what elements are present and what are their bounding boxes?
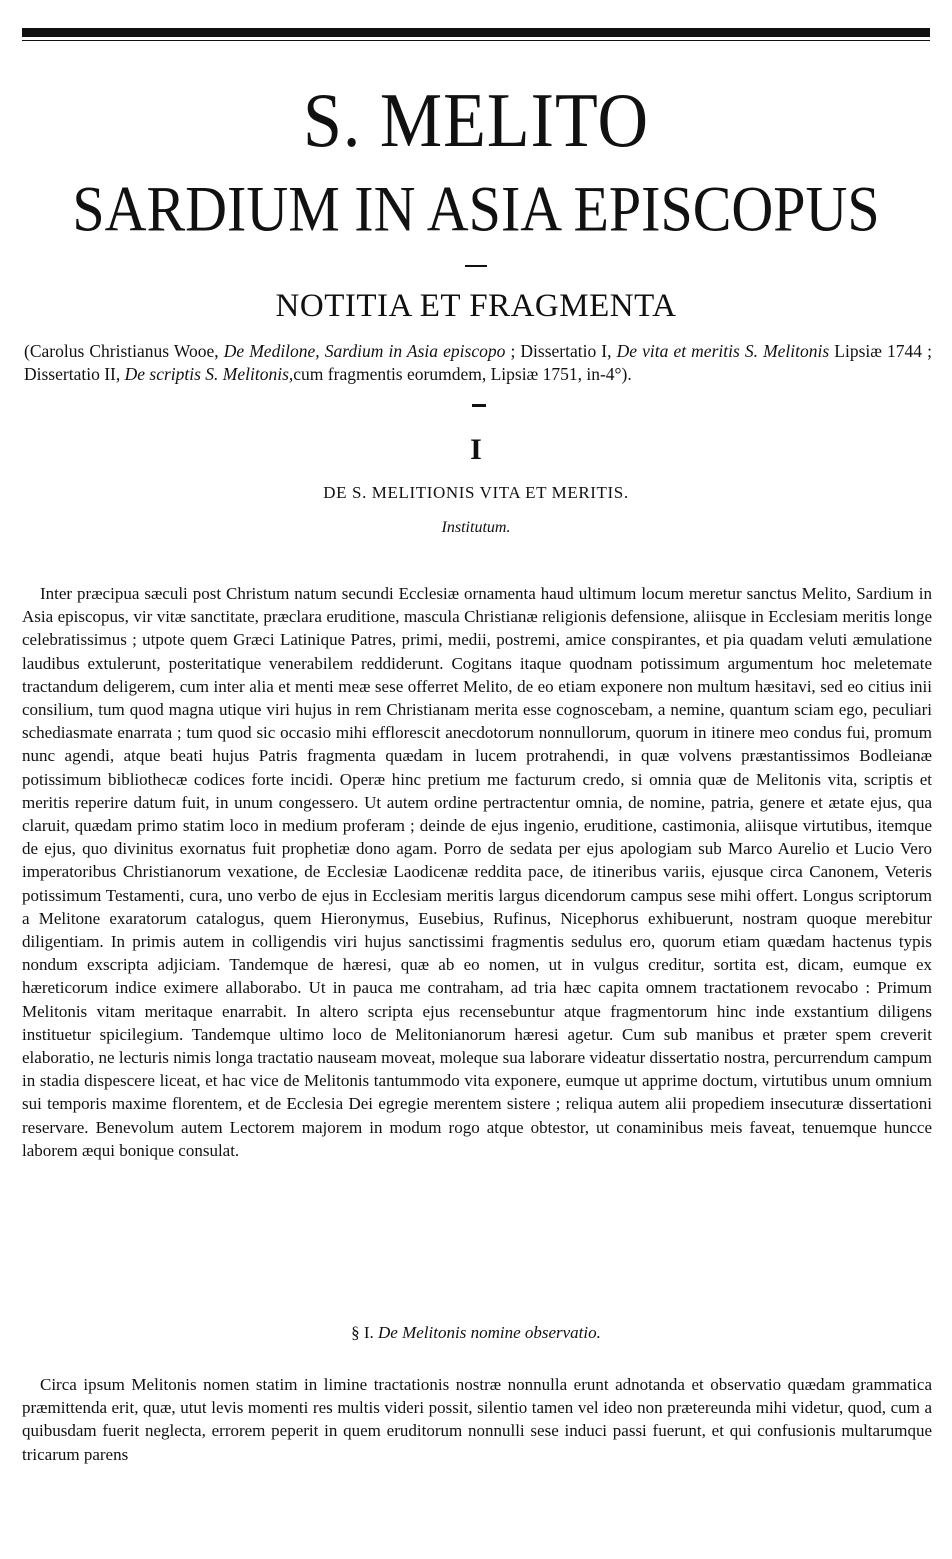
title-divider — [465, 265, 487, 267]
source-text-1: (Carolus Christianus Wooe, — [24, 341, 224, 361]
source-work-1: De Medilone, Sardium in Asia episcopo — [223, 341, 506, 361]
source-work-3: De scriptis S. Melitonis, — [124, 364, 294, 384]
chapter-numeral: I — [470, 433, 482, 466]
source-text-2: ; Dissertatio I, — [505, 341, 617, 361]
section-title: NOTITIA ET FRAGMENTA — [275, 288, 677, 324]
source-work-2: De vita et meritis S. Melitonis — [616, 341, 830, 361]
paragraph-number: § I. — [351, 1323, 379, 1342]
paragraph-title: De Melitonis nomine observatio. — [378, 1323, 601, 1342]
top-thin-rule — [22, 40, 930, 41]
body-paragraph: Inter præcipua sæculi post Christum natum secundi Ecclesiæ ornamenta haud ultimum locum meretur sanctus Melito, Sardium in Asia episcopus, vir vitæ sanctitate, præclara eruditione, mascula Christianæ religionis defensione, aliisque in Ecclesiam meritis longe celebratissimus ; utpote quem Græci Latinique Patres, primi, medii, postremi, amice conspirantes, et pia quadam veluti æmulatione laudibus extulerunt, posteritatique venerabilem reddiderunt. Cogitans itaque quodnam potissimum argumentum hoc meletemate tractandum deligerem, cum inter alia et menti meæ sese offerret Melito, de eo etiam exponere non multum hæsitavi, sed eo citius inii consilium, tum quod magna utique viri hujus in rem Christianam merita esse cognoscebam, a nemine, quantum sciam ego, peculiari schediasmate enarrata ; tum quod sic occasio mihi efflorescit anecdotorum nonnullorum, quorum in itinere meo condus fui, promum nunc agendi, atque beati hujus Patris fragmenta quædam in lucem protrahendi, in quæ volvens præstantissimos Bodleianæ potissimum bibliothecæ codices forte incidi. Operæ hinc pretium me facturum credo, si omnia quæ de Melitonis vita, scriptis et meritis reperire datum fuit, in unum congessero. Ut autem ordine pertractentur omnia, de nomine, patria, genere et ætate ejus, qua claruit, quædam primo statim loco in medium proferam ; deinde de ejus ingenio, eruditione, castimonia, aliisque virtutibus, itemque de ejus, quo divinitus exornatus fuit prophetiæ dono agam. Porro de sedata per ejus apologiam sub Marco Aurelio et Lucio Vero imperatoribus Christianorum vexatione, de Ecclesiæ Laodicenæ reddita pace, de itineribus variis, ejusque circa Canonem, Veteris potissimum Testamenti, cura, uno verbo de ejus in Ecclesiam meritis largus dicendorum campus sese mihi offert. Longus scriptorum a Melitone exaratorum catalogus, quem Hieronymus, Eusebius, Rufinus, Nicephorus exhibuerunt, nostram quoque merebitur diligentiam. In primis autem in colligendis viri hujus sanctissimi fragmentis sedulus ero, quorum etiam quædam hactenus typis nondum exscripta adjiciam. Tandemque de hæresi, quæ ab eo nomen, ut in vulgus creditur, sortita est, dicam, eumque ex hæreticorum indice eximere allaborabo. Ut in pauca me contraham, ad tria hæc capita omnem tractationem revocabo : Primum Melitonis vitam meritaque enarrabit. In altero scripta ejus recensebuntur atque fragmentorum hinc inde exstantium diligens instituetur spicilegium. Tandemque ultimo loco de Melitonianorum hæresi agetur. Cum sub manibus et præter spem creverit elaboratio, ne lecturis nimis longa tractatio nauseam moveat, moleque sua laborare videatur dissertatio nostra, percurrendum campum in stadia dispescere liceat, et hac vice de Melitonis tantummodo vita exponere, eumque ut apprime doctum, virtutibus unum omnium sui temporis maxime florentem, et de Ecclesia Dei egregie merentem sistere ; reliqua autem alii propediem insecuturæ dissertationi reservare. Benevolum autem Lectorem majorem in modum rogo atque obtestor, ut conaminibus meis faveat, tenuemque huncce laborem æqui bonique consulat. — [22, 584, 932, 1160]
chapter-subheading: Institutum. — [441, 519, 511, 536]
page-title: S. MELITO — [302, 79, 650, 164]
source-note — [24, 340, 932, 386]
body-paragraph: Circa ipsum Melitonis nomen statim in limine tractationis nostræ nonnulla erunt adnotanda et observatio quædam grammatica præmittenda erit, quæ, utut levis momenti res multis videri possit, silentio tamen vel ideo non prætereunda mihi videtur, quod, cum a quibusdam fuerit neglecta, errorem peperit in quem eruditorum nonnulli sese induci passi fuerunt, et qui confusionis multarumque tricarum parens — [22, 1375, 932, 1464]
source-text-4: cum fragmentis eorumdem, Lipsiæ 1751, in-4°). — [293, 364, 632, 384]
source-text-3: Lipsiæ 1744 ; Dissertatio II, — [24, 341, 932, 384]
section-divider — [472, 404, 486, 407]
paragraph-heading — [0, 1322, 952, 1344]
page-subtitle: SARDIUM IN ASIA EPISCOPUS — [72, 172, 880, 245]
top-thick-rule — [22, 28, 930, 37]
chapter-heading: DE S. MELITIONIS VITA ET MERITIS. — [323, 483, 629, 502]
